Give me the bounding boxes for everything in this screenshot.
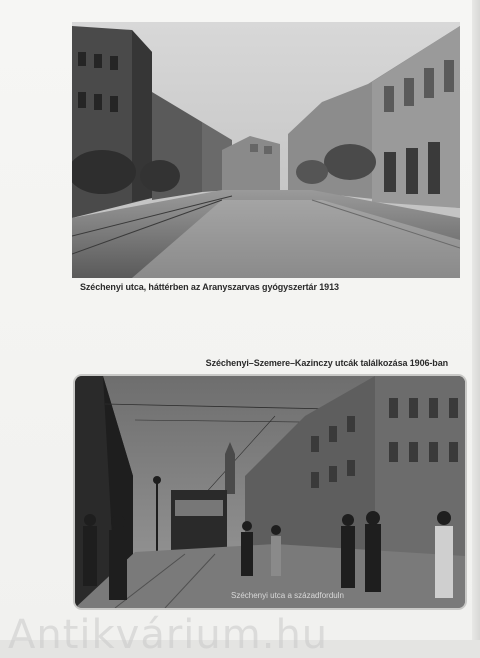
street-photo-1913-image [72, 22, 460, 278]
street-photo-1913 [72, 22, 460, 278]
postcard-inscription: Széchenyi utca a századforduln [231, 591, 344, 600]
watermark-logo: Antikvárium.hu [8, 612, 329, 658]
photo-caption-bottom: Széchenyi–Szemere–Kazinczy utcák találkozása 1906-ban [205, 358, 448, 368]
photo-caption-top: Széchenyi utca, háttérben az Aranyszarvas gyógyszertár 1913 [80, 282, 339, 292]
street-photo-1906 [75, 376, 465, 608]
street-photo-1906-image [75, 376, 465, 608]
page-edge [472, 0, 480, 640]
